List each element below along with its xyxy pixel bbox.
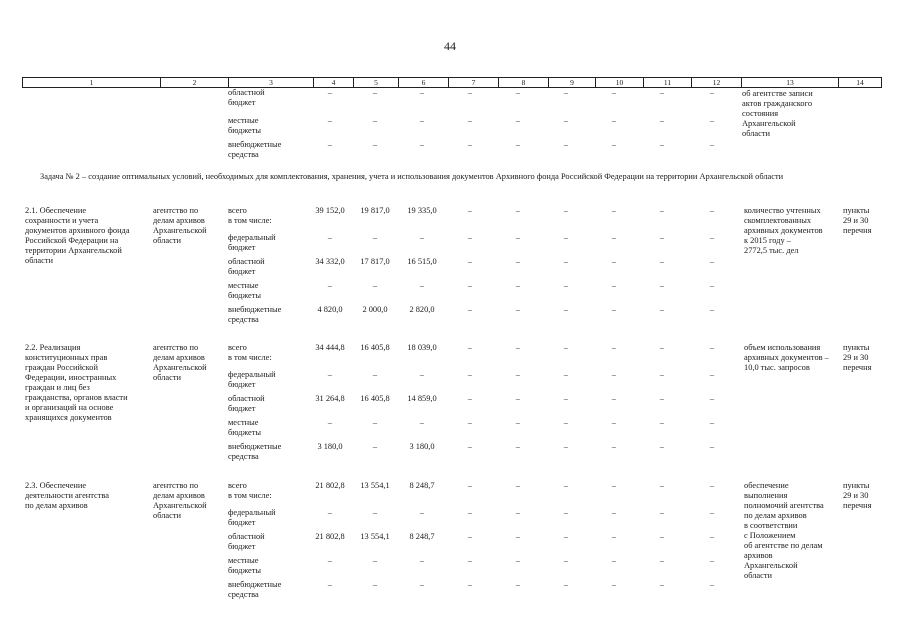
cell-value: – bbox=[709, 508, 715, 517]
row-label: областной бюджет bbox=[228, 88, 265, 107]
cell-value: – bbox=[419, 140, 425, 149]
row-label: федеральный бюджет bbox=[228, 370, 276, 389]
cell-value: – bbox=[563, 481, 569, 490]
cell-value: – bbox=[611, 281, 617, 290]
cell-value: – bbox=[372, 442, 378, 451]
row-label: внебюджетные средства bbox=[228, 305, 282, 324]
cell-value: – bbox=[515, 305, 521, 314]
cell-value: – bbox=[659, 556, 665, 565]
cell-value: – bbox=[467, 418, 473, 427]
row-label: областной бюджет bbox=[228, 394, 265, 413]
section-name: 2.1. Обеспечение сохранности и учета документов архивного фонда Российской Федерации на территории Архангельской области bbox=[25, 206, 130, 265]
cell-value: – bbox=[563, 88, 569, 97]
cell-value: – bbox=[709, 370, 715, 379]
cell-value: – bbox=[709, 281, 715, 290]
header-cell-5: 5 bbox=[353, 78, 398, 87]
cell-value: – bbox=[709, 580, 715, 589]
cell-value: – bbox=[659, 88, 665, 97]
cell-value: – bbox=[327, 556, 333, 565]
cell-value: – bbox=[419, 556, 425, 565]
cell-value: – bbox=[419, 116, 425, 125]
cell-value: – bbox=[709, 257, 715, 266]
cell-value: – bbox=[563, 343, 569, 352]
cell-value: – bbox=[419, 233, 425, 242]
cell-value: – bbox=[327, 88, 333, 97]
cell-value: – bbox=[327, 580, 333, 589]
cell-value: – bbox=[327, 418, 333, 427]
cell-value: – bbox=[515, 418, 521, 427]
header-cell-12: 12 bbox=[691, 78, 741, 87]
cell-value: – bbox=[419, 88, 425, 97]
row-label: местные бюджеты bbox=[228, 281, 262, 300]
cell-value: – bbox=[372, 233, 378, 242]
indicator-text: обеспечение выполнения полномочий агентства по делам архивов в соответствии с Положением об агентстве по делам архивов Архангельской области bbox=[744, 481, 824, 580]
cell-value: – bbox=[709, 481, 715, 490]
cell-value: – bbox=[659, 116, 665, 125]
cell-value: – bbox=[515, 281, 521, 290]
section-name: 2.2. Реализация конституционных прав граждан Российской Федерации, иностранных граждан и лиц без гражданства, органов власти и организаций на основе хранящихся документов bbox=[25, 343, 128, 422]
table-header-row bbox=[22, 77, 882, 88]
cell-value: – bbox=[467, 580, 473, 589]
row-label: местные бюджеты bbox=[228, 556, 262, 575]
cell-value: 8 248,7 bbox=[409, 481, 435, 490]
cell-value: – bbox=[563, 418, 569, 427]
cell-value: – bbox=[659, 394, 665, 403]
cell-value: 16 405,8 bbox=[360, 343, 390, 352]
cell-value: – bbox=[659, 140, 665, 149]
cell-value: 2 820,0 bbox=[409, 305, 435, 314]
section-executor: агентство по делам архивов Архангельской области bbox=[153, 343, 207, 382]
cell-value: – bbox=[611, 343, 617, 352]
cell-value: – bbox=[709, 442, 715, 451]
indicator-text: количество учтенных скомплектованных архивных документов к 2015 году – 2772,5 тыс. дел bbox=[744, 206, 823, 255]
cell-value: – bbox=[709, 343, 715, 352]
cell-value: – bbox=[372, 508, 378, 517]
cell-value: – bbox=[709, 418, 715, 427]
cell-value: 31 264,8 bbox=[315, 394, 345, 403]
perechen-links: пункты 29 и 30 перечня bbox=[843, 343, 872, 372]
cell-value: 21 802,8 bbox=[315, 532, 345, 541]
cell-value: 39 152,0 bbox=[315, 206, 345, 215]
cell-value: – bbox=[467, 556, 473, 565]
cell-value: – bbox=[563, 257, 569, 266]
cell-value: – bbox=[611, 418, 617, 427]
cell-value: – bbox=[709, 206, 715, 215]
cell-value: – bbox=[327, 233, 333, 242]
cell-value: – bbox=[372, 370, 378, 379]
cell-value: – bbox=[372, 281, 378, 290]
cell-value: – bbox=[659, 281, 665, 290]
cell-value: – bbox=[327, 281, 333, 290]
cell-value: – bbox=[659, 305, 665, 314]
cell-value: – bbox=[709, 532, 715, 541]
cell-value: – bbox=[709, 116, 715, 125]
header-cell-8: 8 bbox=[498, 78, 548, 87]
cell-value: – bbox=[709, 305, 715, 314]
cell-value: – bbox=[709, 88, 715, 97]
header-cell-11: 11 bbox=[643, 78, 691, 87]
cell-value: – bbox=[467, 206, 473, 215]
cell-value: – bbox=[467, 343, 473, 352]
cell-value: 3 180,0 bbox=[409, 442, 435, 451]
indicator-text: об агентстве записи актов гражданского состояния Архангельской области bbox=[742, 89, 813, 138]
row-label: местные бюджеты bbox=[228, 418, 262, 437]
cell-value: 16 515,0 bbox=[407, 257, 437, 266]
cell-value: – bbox=[515, 442, 521, 451]
cell-value: – bbox=[709, 140, 715, 149]
row-label: областной бюджет bbox=[228, 257, 265, 276]
cell-value: – bbox=[467, 116, 473, 125]
cell-value: – bbox=[515, 556, 521, 565]
cell-value: 13 554,1 bbox=[360, 532, 390, 541]
page-number: 44 bbox=[444, 39, 456, 53]
cell-value: – bbox=[709, 556, 715, 565]
cell-value: – bbox=[611, 305, 617, 314]
cell-value: – bbox=[327, 116, 333, 125]
cell-value: – bbox=[467, 394, 473, 403]
cell-value: – bbox=[515, 88, 521, 97]
cell-value: – bbox=[515, 257, 521, 266]
header-cell-14: 14 bbox=[838, 78, 881, 87]
cell-value: – bbox=[563, 281, 569, 290]
header-cell-10: 10 bbox=[595, 78, 643, 87]
row-label: внебюджетные средства bbox=[228, 140, 282, 159]
header-cell-1: 1 bbox=[89, 78, 94, 87]
cell-value: – bbox=[563, 305, 569, 314]
cell-value: – bbox=[372, 140, 378, 149]
cell-value: – bbox=[327, 140, 333, 149]
cell-value: – bbox=[419, 580, 425, 589]
cell-value: 14 859,0 bbox=[407, 394, 437, 403]
cell-value: – bbox=[611, 233, 617, 242]
cell-value: – bbox=[467, 442, 473, 451]
cell-value: 18 039,0 bbox=[407, 343, 437, 352]
cell-value: – bbox=[515, 532, 521, 541]
cell-value: – bbox=[611, 556, 617, 565]
section-executor: агентство по делам архивов Архангельской области bbox=[153, 206, 207, 245]
cell-value: – bbox=[563, 116, 569, 125]
header-cell-2: 2 bbox=[160, 78, 228, 87]
cell-value: – bbox=[659, 418, 665, 427]
cell-value: – bbox=[467, 140, 473, 149]
cell-value: – bbox=[709, 233, 715, 242]
cell-value: – bbox=[327, 370, 333, 379]
header-cell-4: 4 bbox=[313, 78, 353, 87]
cell-value: – bbox=[327, 508, 333, 517]
cell-value: – bbox=[515, 370, 521, 379]
cell-value: 19 335,0 bbox=[407, 206, 437, 215]
cell-value: – bbox=[611, 508, 617, 517]
cell-value: 34 332,0 bbox=[315, 257, 345, 266]
cell-value: – bbox=[419, 418, 425, 427]
cell-value: – bbox=[659, 206, 665, 215]
cell-value: – bbox=[659, 343, 665, 352]
cell-value: – bbox=[659, 233, 665, 242]
cell-value: – bbox=[709, 394, 715, 403]
cell-value: – bbox=[467, 508, 473, 517]
cell-value: – bbox=[419, 508, 425, 517]
indicator-text: объем использования архивных документов – 10,0 тыс. запросов bbox=[744, 343, 829, 372]
cell-value: – bbox=[611, 580, 617, 589]
cell-value: – bbox=[467, 281, 473, 290]
cell-value: – bbox=[467, 370, 473, 379]
cell-value: – bbox=[563, 580, 569, 589]
row-label: всего в том числе: bbox=[228, 343, 272, 362]
cell-value: – bbox=[467, 88, 473, 97]
cell-value: – bbox=[611, 140, 617, 149]
section-name: 2.3. Обеспечение деятельности агентства по делам архивов bbox=[25, 481, 109, 510]
cell-value: – bbox=[659, 442, 665, 451]
cell-value: 16 405,8 bbox=[360, 394, 390, 403]
cell-value: 4 820,0 bbox=[317, 305, 343, 314]
cell-value: 34 444,8 bbox=[315, 343, 345, 352]
cell-value: – bbox=[611, 206, 617, 215]
cell-value: – bbox=[419, 370, 425, 379]
cell-value: 13 554,1 bbox=[360, 481, 390, 490]
perechen-links: пункты 29 и 30 перечня bbox=[843, 481, 872, 510]
cell-value: – bbox=[515, 481, 521, 490]
cell-value: 17 817,0 bbox=[360, 257, 390, 266]
cell-value: – bbox=[563, 370, 569, 379]
cell-value: – bbox=[563, 394, 569, 403]
cell-value: – bbox=[659, 257, 665, 266]
cell-value: – bbox=[515, 580, 521, 589]
cell-value: 2 000,0 bbox=[362, 305, 388, 314]
cell-value: – bbox=[467, 305, 473, 314]
cell-value: – bbox=[372, 88, 378, 97]
cell-value: – bbox=[659, 481, 665, 490]
header-cell-7: 7 bbox=[448, 78, 498, 87]
row-label: областной бюджет bbox=[228, 532, 265, 551]
cell-value: – bbox=[372, 580, 378, 589]
cell-value: – bbox=[611, 370, 617, 379]
cell-value: – bbox=[563, 442, 569, 451]
cell-value: – bbox=[563, 206, 569, 215]
row-label: федеральный бюджет bbox=[228, 508, 276, 527]
cell-value: – bbox=[372, 116, 378, 125]
cell-value: – bbox=[563, 508, 569, 517]
cell-value: – bbox=[467, 257, 473, 266]
row-label: всего в том числе: bbox=[228, 481, 272, 500]
header-cell-13: 13 bbox=[741, 78, 838, 87]
cell-value: – bbox=[611, 442, 617, 451]
cell-value: – bbox=[563, 556, 569, 565]
cell-value: – bbox=[467, 233, 473, 242]
cell-value: – bbox=[563, 233, 569, 242]
cell-value: – bbox=[372, 556, 378, 565]
header-cell-6: 6 bbox=[398, 78, 448, 87]
cell-value: 19 817,0 bbox=[360, 206, 390, 215]
row-label: внебюджетные средства bbox=[228, 580, 282, 599]
cell-value: – bbox=[515, 116, 521, 125]
cell-value: – bbox=[467, 532, 473, 541]
cell-value: – bbox=[611, 257, 617, 266]
cell-value: – bbox=[611, 116, 617, 125]
cell-value: – bbox=[467, 481, 473, 490]
cell-value: – bbox=[563, 140, 569, 149]
cell-value: – bbox=[611, 481, 617, 490]
cell-value: – bbox=[659, 532, 665, 541]
header-cell-9: 9 bbox=[548, 78, 595, 87]
row-label: всего в том числе: bbox=[228, 206, 272, 225]
cell-value: – bbox=[659, 508, 665, 517]
cell-value: – bbox=[419, 281, 425, 290]
perechen-links: пункты 29 и 30 перечня bbox=[843, 206, 872, 235]
cell-value: – bbox=[515, 206, 521, 215]
row-label: внебюджетные средства bbox=[228, 442, 282, 461]
row-label: местные бюджеты bbox=[228, 116, 262, 135]
cell-value: 21 802,8 bbox=[315, 481, 345, 490]
section-executor: агентство по делам архивов Архангельской области bbox=[153, 481, 207, 520]
header-cell-3: 3 bbox=[228, 78, 313, 87]
cell-value: – bbox=[659, 580, 665, 589]
cell-value: 8 248,7 bbox=[409, 532, 435, 541]
cell-value: – bbox=[515, 140, 521, 149]
row-label: федеральный бюджет bbox=[228, 233, 276, 252]
cell-value: – bbox=[659, 370, 665, 379]
cell-value: – bbox=[563, 532, 569, 541]
cell-value: – bbox=[515, 233, 521, 242]
cell-value: – bbox=[611, 532, 617, 541]
task-heading: Задача № 2 – создание оптимальных условий, необходимых для комплектования, хранения, учета и использования документов Архивного фонда Российской Федерации на территории Архангельской области bbox=[40, 172, 784, 181]
cell-value: – bbox=[372, 418, 378, 427]
cell-value: – bbox=[515, 508, 521, 517]
cell-value: – bbox=[611, 88, 617, 97]
cell-value: – bbox=[611, 394, 617, 403]
cell-value: 3 180,0 bbox=[317, 442, 343, 451]
cell-value: – bbox=[515, 394, 521, 403]
cell-value: – bbox=[515, 343, 521, 352]
